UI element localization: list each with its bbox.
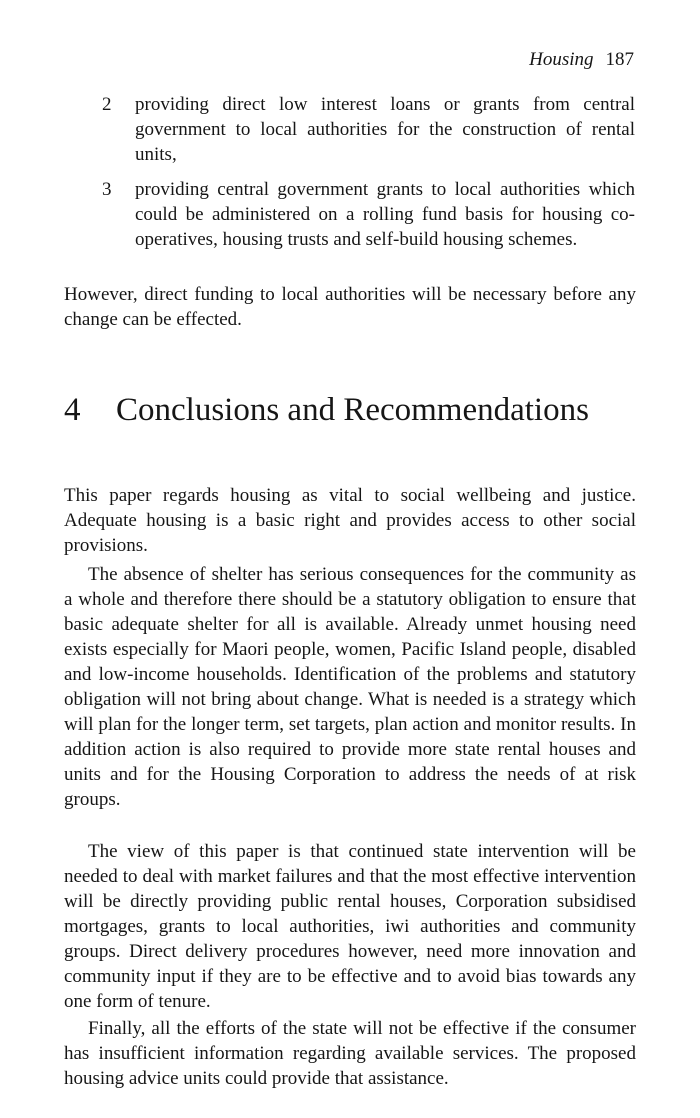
list-item	[0, 92, 700, 167]
list-item-text: providing central government grants to local authorities which could be administered on a rolling fund basis for housing co-operatives, housing trusts and self-build housing schemes.	[135, 179, 635, 250]
list-item-number: 3	[102, 179, 112, 200]
body-paragraph: This paper regards housing as vital to social wellbeing and justice. Adequate housing is a basic right and provides access to other social provisions.	[64, 485, 636, 556]
intro-paragraph: However, direct funding to local authorities will be necessary before any change can be effected.	[64, 284, 636, 330]
list-item	[0, 177, 700, 252]
section-heading	[64, 390, 589, 430]
section-title: Conclusions and Recommendations	[116, 392, 589, 428]
list-item-text: providing direct low interest loans or grants from central government to local authorities for the construction of rental units,	[135, 94, 635, 165]
running-title: Housing	[529, 49, 594, 70]
body-paragraph: The view of this paper is that continued state intervention will be needed to deal with market failures and that the most effective intervention will be directly providing public rental houses, Corporation subsidised mortgages, grants to local authorities, iwi authorities and community groups. Direct delivery procedures however, need more innovation and community input if they are to be effective and to avoid bias towards any one form of tenure.	[64, 841, 636, 1012]
numbered-list	[0, 92, 700, 262]
body-paragraph: Finally, all the efforts of the state will not be effective if the consumer has insufficient information regarding available services. The proposed housing advice units could provide that assistance.	[64, 1018, 636, 1089]
body-paragraph: The absence of shelter has serious consequences for the community as a whole and therefore there should be a statutory obligation to ensure that basic adequate shelter for all is available. Already unmet housing need exists especially for Maori people, women, Pacific Island people, disabled and low-income households. Identification of the problems and statutory obligation will not bring about change. What is needed is a strategy which will plan for the longer term, set targets, plan action and monitor results. In addition action is also required to provide more state rental houses and units and for the Housing Corporation to address the needs of at risk groups.	[64, 564, 636, 810]
page-header	[529, 48, 634, 72]
section-number: 4	[64, 392, 81, 428]
page-number: 187	[605, 49, 634, 70]
list-item-number: 2	[102, 94, 112, 115]
